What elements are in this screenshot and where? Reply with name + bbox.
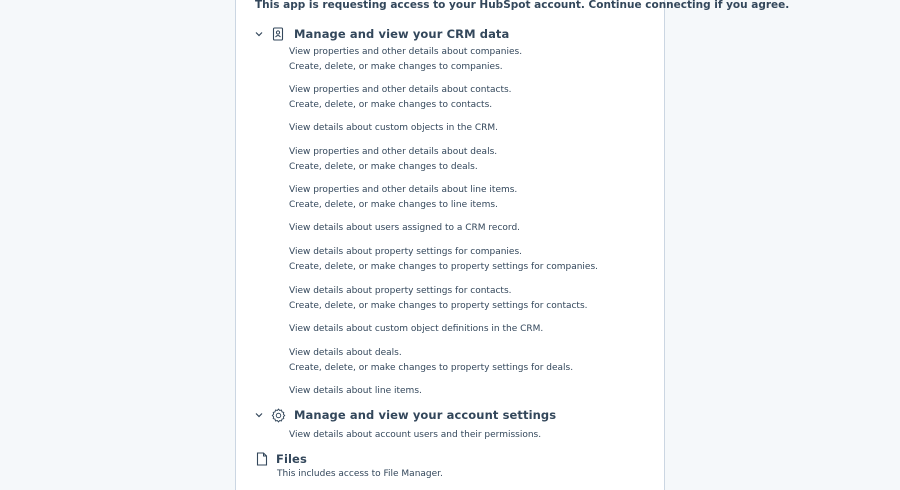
permission-line: Create, delete, or make changes to companies. xyxy=(289,61,503,72)
permission-line: View properties and other details about companies. xyxy=(289,47,523,57)
permission-item xyxy=(289,83,659,112)
consent-banner: This app is requesting access to your HubSpot account. Continue connecting if you agree. xyxy=(255,0,790,11)
chevron-down-icon[interactable] xyxy=(254,29,264,39)
settings-gear-icon xyxy=(270,407,286,423)
permission-line: Create, delete, or make changes to property settings for deals. xyxy=(289,362,574,373)
files-section-header xyxy=(254,450,307,468)
permission-line: View details about line items. xyxy=(289,386,422,396)
permission-item xyxy=(277,467,647,482)
chevron-down-icon[interactable] xyxy=(254,410,264,420)
permission-line: View properties and other details about deals. xyxy=(289,147,498,157)
permission-line: Create, delete, or make changes to deals. xyxy=(289,161,478,172)
permissions-card xyxy=(235,0,790,490)
file-icon xyxy=(254,451,270,467)
permission-item xyxy=(289,245,659,274)
account-section-title: Manage and view your account settings xyxy=(294,408,557,422)
permission-line: View details about account users and their permissions. xyxy=(289,430,542,440)
permission-item xyxy=(289,346,659,375)
permission-item xyxy=(289,384,659,399)
permission-line: Create, delete, or make changes to contacts. xyxy=(289,99,493,110)
permission-line: View details about deals. xyxy=(289,348,402,358)
contact-book-icon xyxy=(270,26,286,42)
permission-line: This includes access to File Manager. xyxy=(277,469,443,479)
permission-line: View details about property settings for contacts. xyxy=(289,286,512,296)
permission-line: Create, delete, or make changes to property settings for companies. xyxy=(289,261,599,272)
permission-line: View details about property settings for companies. xyxy=(289,247,523,257)
permission-item xyxy=(289,45,659,74)
permission-item xyxy=(289,145,659,174)
permission-item xyxy=(289,428,659,443)
files-section-title: Files xyxy=(276,452,307,466)
permission-line: View details about users assigned to a CRM record. xyxy=(289,223,521,233)
crm-section-title: Manage and view your CRM data xyxy=(294,27,510,41)
permission-line: View details about custom object definitions in the CRM. xyxy=(289,324,544,334)
permission-item xyxy=(289,121,659,136)
permission-item xyxy=(289,322,659,337)
permission-line: View details about custom objects in the CRM. xyxy=(289,123,499,133)
permission-item xyxy=(289,183,659,212)
permission-line: Create, delete, or make changes to property settings for contacts. xyxy=(289,300,588,311)
permission-line: View properties and other details about contacts. xyxy=(289,85,512,95)
crm-section-header[interactable] xyxy=(254,25,509,43)
permission-line: View properties and other details about line items. xyxy=(289,185,518,195)
account-section-header[interactable] xyxy=(254,406,556,424)
permission-item xyxy=(289,284,659,313)
permission-line: Create, delete, or make changes to line items. xyxy=(289,199,498,210)
permission-item xyxy=(289,221,659,236)
